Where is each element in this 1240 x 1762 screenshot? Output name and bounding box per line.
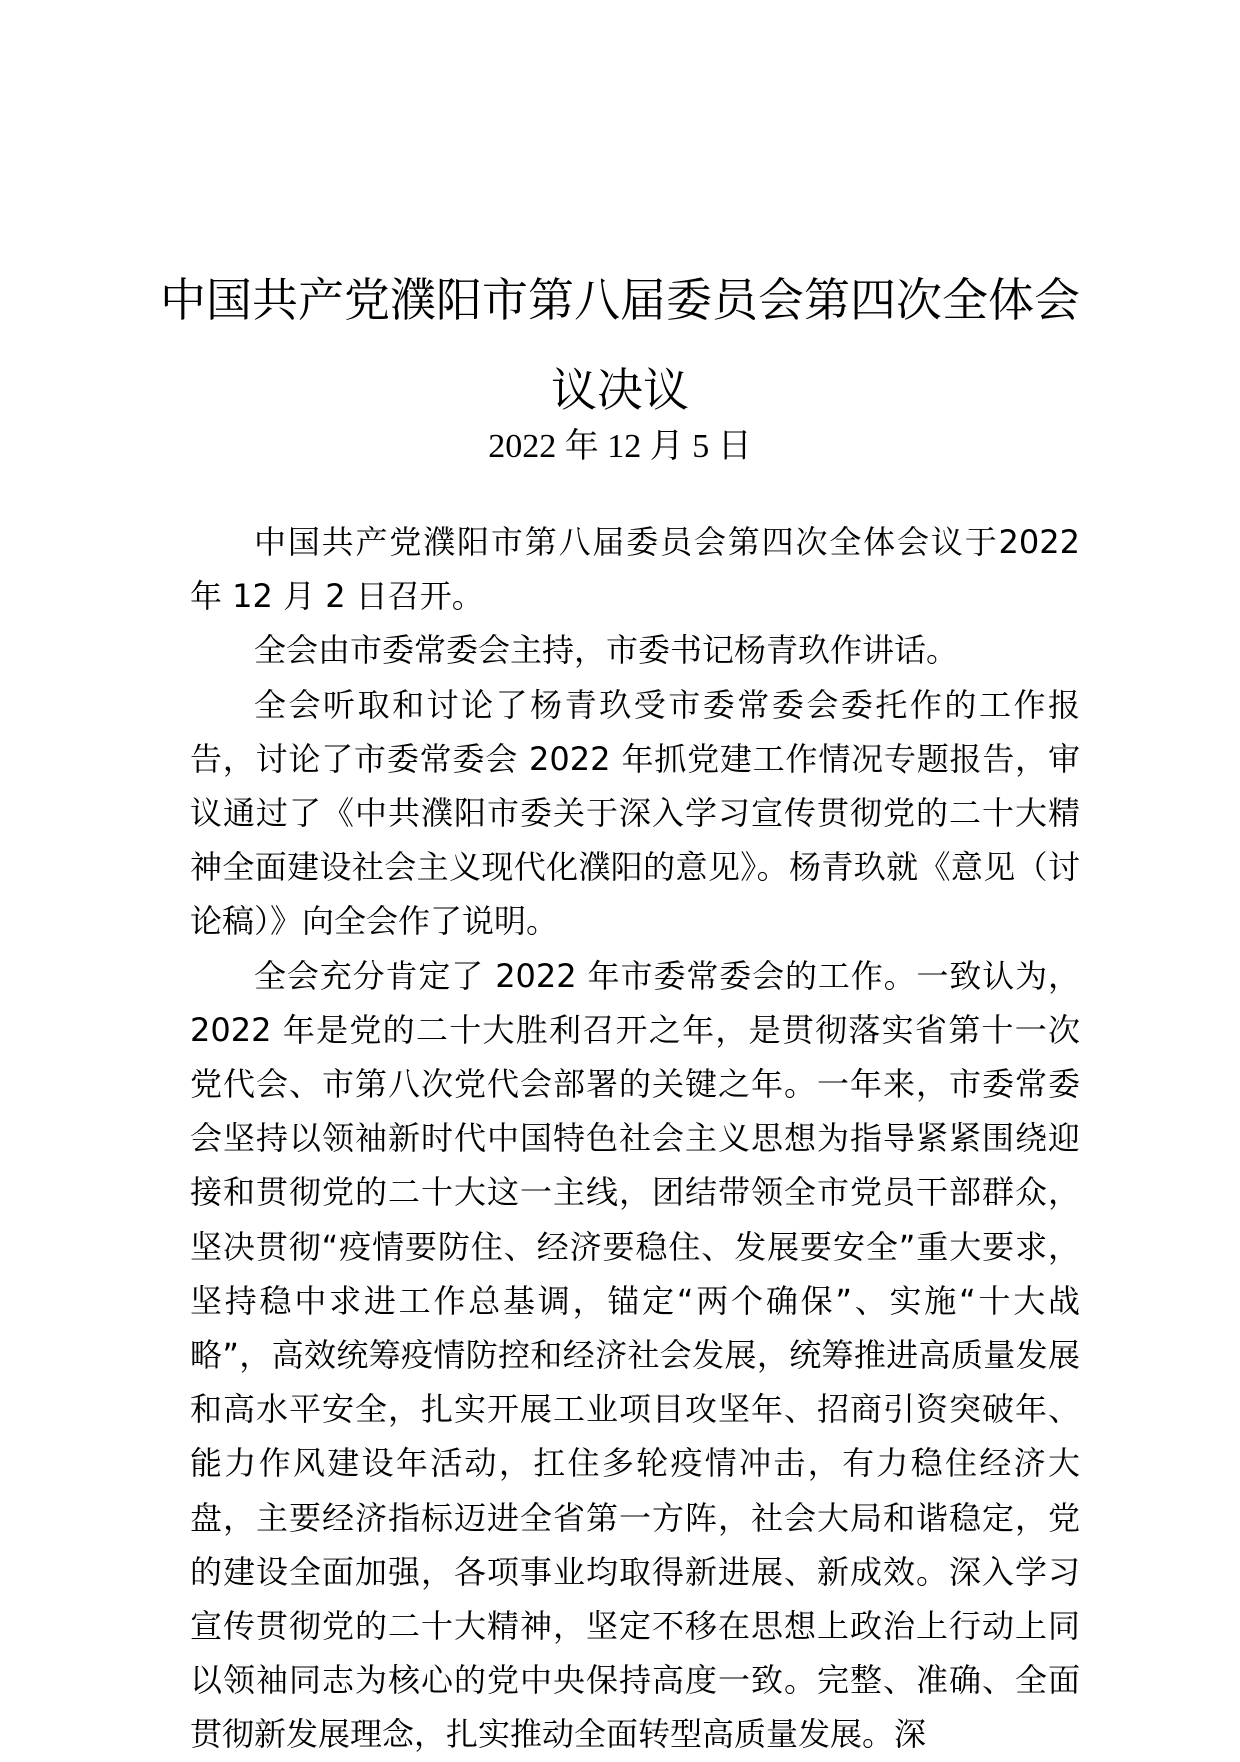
document-title: 中国共产党濮阳市第八届委员会第四次全体会议决议 xyxy=(160,273,1080,417)
paragraph: 中国共产党濮阳市第八届委员会第四次全体会议于2022 年 12 月 2 日召开。 xyxy=(190,523,1080,616)
document-date: 2022 年 12 月 5 日 xyxy=(488,428,752,465)
paragraph: 全会由市委常委会主持，市委书记杨青玖作讲话。 xyxy=(254,631,959,670)
paragraph: 全会听取和讨论了杨青玖受市委常委会委托作的工作报告，讨论了市委常委会 2022 年抓党建工作情况专题报告，审议通过了《中共濮阳市委关于深入学习宣传贯彻党的二十大精神全面建设社会主义现代化濮阳的意见》。杨青玖就《意见（讨论稿）》向全会作了说明。 xyxy=(190,685,1080,941)
paragraph: 全会充分肯定了 2022 年市委常委会的工作。一致认为，2022 年是党的二十大胜利召开之年，是贯彻落实省第十一次党代会、市第八次党代会部署的关键之年。一年来，市委常委会坚持以领袖新时代中国特色社会主义思想为指导紧紧围绕迎接和贯彻党的二十大这一主线，团结带领全市党员干部群众，坚决贯彻“疫情要防住、经济要稳住、发展要安全”重大要求，坚持稳中求进工作总基调，锚定“两个确保”、实施“十大战略”，高效统筹疫情防控和经济社会发展，统筹推进高质量发展和高水平安全，扎实开展工业项目攻坚年、招商引资突破年、能力作风建设年活动，扛住多轮疫情冲击，有力稳住经济大盘，主要经济指标迈进全省第一方阵，社会大局和谐稳定，党的建设全面加强，各项事业均取得新进展、新成效。深入学习宣传贯彻党的二十大精神，坚定不移在思想上政治上行动上同以领袖同志为核心的党中央保持高度一致。完整、准确、全面贯彻新发展理念，扎实推动全面转型高质量发展。深 xyxy=(190,956,1080,1754)
document-body xyxy=(190,515,1080,1762)
